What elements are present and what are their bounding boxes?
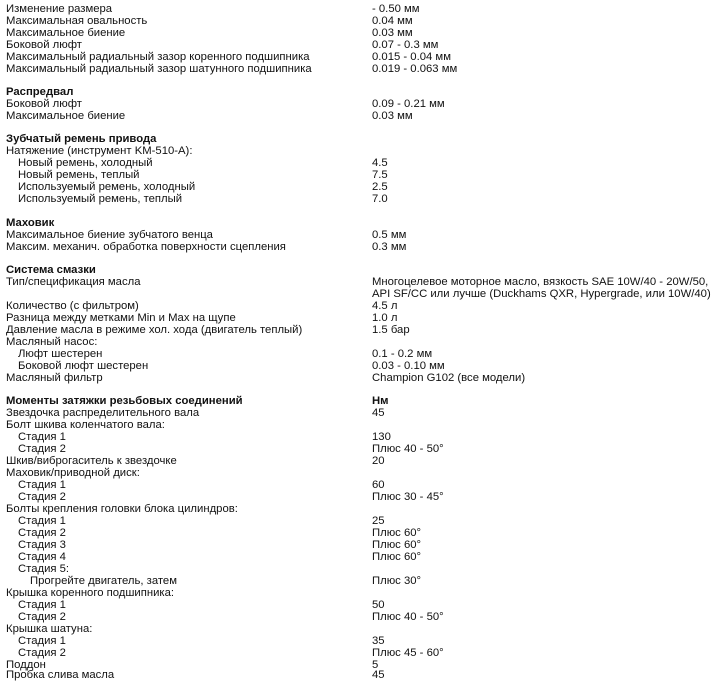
- spec-value: 7.0: [372, 193, 388, 205]
- unit-heading: Нм: [372, 395, 389, 407]
- spec-label: Максим. механич. обработка поверхности сцепления: [6, 241, 286, 253]
- spec-label: Люфт шестерен: [18, 348, 103, 360]
- spec-value: Многоцелевое моторное масло, вязкость SAE 10W/40 - 20W/50,: [372, 276, 709, 288]
- spec-label: Стадия 2: [18, 491, 66, 503]
- spec-label: Стадия 2: [18, 527, 66, 539]
- spec-row: [0, 241, 725, 254]
- spec-value: 50: [372, 599, 385, 611]
- spec-label: Поддон: [6, 659, 46, 671]
- spec-value: 5: [372, 659, 379, 671]
- spec-label: Стадия 1: [18, 431, 66, 443]
- spec-value: 2.5: [372, 181, 388, 193]
- spec-label: Стадия 2: [18, 611, 66, 623]
- spec-label: Крышка шатуна:: [6, 623, 93, 635]
- spec-label: Максимальное биение зубчатого венца: [6, 229, 213, 241]
- spec-label: Болты крепления головки блока цилиндров:: [6, 503, 238, 515]
- spec-label: Новый ремень, холодный: [18, 157, 153, 169]
- spec-label: Изменение размера: [6, 3, 113, 15]
- spec-label: Стадия 4: [18, 551, 66, 563]
- spec-value: 0.019 - 0.063 мм: [372, 63, 458, 75]
- section-heading-label: Маховик: [6, 217, 55, 229]
- spec-value: Плюс 30 - 45°: [372, 491, 444, 503]
- spec-value: - 0.50 мм: [372, 3, 420, 15]
- spec-label: Стадия 3: [18, 539, 66, 551]
- spec-label: Давление масла в режиме хол. хода (двигатель теплый): [6, 324, 303, 336]
- spec-label: Боковой люфт: [6, 98, 82, 110]
- spec-label: Максимальная овальность: [6, 15, 148, 27]
- section-heading-label: Распредвал: [6, 86, 74, 98]
- spec-label: Максимальное биение: [6, 110, 126, 122]
- spec-row: [0, 193, 725, 206]
- section-heading-label: Система смазки: [6, 264, 96, 276]
- spec-value: 0.03 мм: [372, 110, 413, 122]
- spec-value: 25: [372, 515, 385, 527]
- spec-value: API SF/CC или лучше (Duckhams QXR, Hypergrade, или 10W/40): [372, 288, 711, 300]
- spec-value: 130: [372, 431, 391, 443]
- spec-value: Плюс 40 - 50°: [372, 611, 444, 623]
- spec-value: 1.5 бар: [372, 324, 410, 336]
- spec-label: Стадия 1: [18, 479, 66, 491]
- section-heading-label: Моменты затяжки резьбовых соединений: [6, 395, 243, 407]
- spec-value: Плюс 30°: [372, 575, 422, 587]
- spec-value: 0.015 - 0.04 мм: [372, 51, 451, 63]
- spec-value: Плюс 60°: [372, 551, 422, 563]
- spec-value: 4.5: [372, 157, 388, 169]
- spec-label: Стадия 1: [18, 515, 66, 527]
- spec-value: 1.0 л: [372, 312, 398, 324]
- spec-label: Боковой люфт шестерен: [18, 360, 149, 372]
- spec-value: 0.07 - 0.3 мм: [372, 39, 439, 51]
- spec-label: Маховик/приводной диск:: [6, 467, 140, 479]
- spec-label: Количество (с фильтром): [6, 300, 139, 312]
- spec-value: 60: [372, 479, 385, 491]
- spec-value: 0.03 - 0.10 мм: [372, 360, 445, 372]
- spec-label: Боковой люфт: [6, 39, 82, 51]
- spec-value: 0.03 мм: [372, 27, 413, 39]
- spec-value: 0.04 мм: [372, 15, 413, 27]
- spec-label: Болт шкива коленчатого вала:: [6, 419, 165, 431]
- spec-label: Максимальный радиальный зазор коренного подшипника: [6, 51, 310, 63]
- spec-value: 45: [372, 669, 385, 681]
- spec-value: 0.1 - 0.2 мм: [372, 348, 433, 360]
- spec-label: Стадия 5:: [18, 563, 70, 575]
- spec-label: Разница между метками Min и Max на щупе: [6, 312, 236, 324]
- spec-label: Используемый ремень, холодный: [18, 181, 196, 193]
- spec-label: Крышка коренного подшипника:: [6, 587, 175, 599]
- spec-label: Масляный насос:: [6, 336, 98, 348]
- spec-value: Плюс 60°: [372, 539, 422, 551]
- spec-value: 35: [372, 635, 385, 647]
- spec-value: Плюс 40 - 50°: [372, 443, 444, 455]
- spec-label: Звездочка распределительного вала: [6, 407, 200, 419]
- spec-label: Максимальное биение: [6, 27, 126, 39]
- spec-label: Максимальный радиальный зазор шатунного подшипника: [6, 63, 312, 75]
- spec-label: Тип/спецификация масла: [6, 276, 141, 288]
- spec-label: Масляный фильтр: [6, 372, 103, 384]
- spec-value: 7.5: [372, 169, 388, 181]
- spec-row: [0, 669, 725, 682]
- spec-row: [0, 372, 725, 385]
- spec-label: Используемый ремень, теплый: [18, 193, 183, 205]
- spec-label: Стадия 1: [18, 635, 66, 647]
- spec-label: Шкив/виброгаситель к звездочке: [6, 455, 177, 467]
- spec-label: Стадия 2: [18, 443, 66, 455]
- spec-label: Пробка слива масла: [6, 669, 115, 681]
- spec-label: Прогрейте двигатель, затем: [30, 575, 177, 587]
- spec-value: 45: [372, 407, 385, 419]
- spec-value: Плюс 45 - 60°: [372, 647, 444, 659]
- spec-row: [0, 63, 725, 76]
- spec-row: [0, 110, 725, 123]
- spec-value: 20: [372, 455, 385, 467]
- spec-value: Champion G102 (все модели): [372, 372, 526, 384]
- spec-label: Стадия 2: [18, 647, 66, 659]
- spec-label: Новый ремень, теплый: [18, 169, 140, 181]
- section-heading-label: Зубчатый ремень привода: [6, 133, 157, 145]
- spec-label: Стадия 1: [18, 599, 66, 611]
- spec-value: Плюс 60°: [372, 527, 422, 539]
- spec-value: 0.09 - 0.21 мм: [372, 98, 445, 110]
- spec-value: 4.5 л: [372, 300, 398, 312]
- spec-label: Натяжение (инструмент KM-510-A):: [6, 145, 193, 157]
- spec-value: 0.5 мм: [372, 229, 407, 241]
- spec-value: 0.3 мм: [372, 241, 407, 253]
